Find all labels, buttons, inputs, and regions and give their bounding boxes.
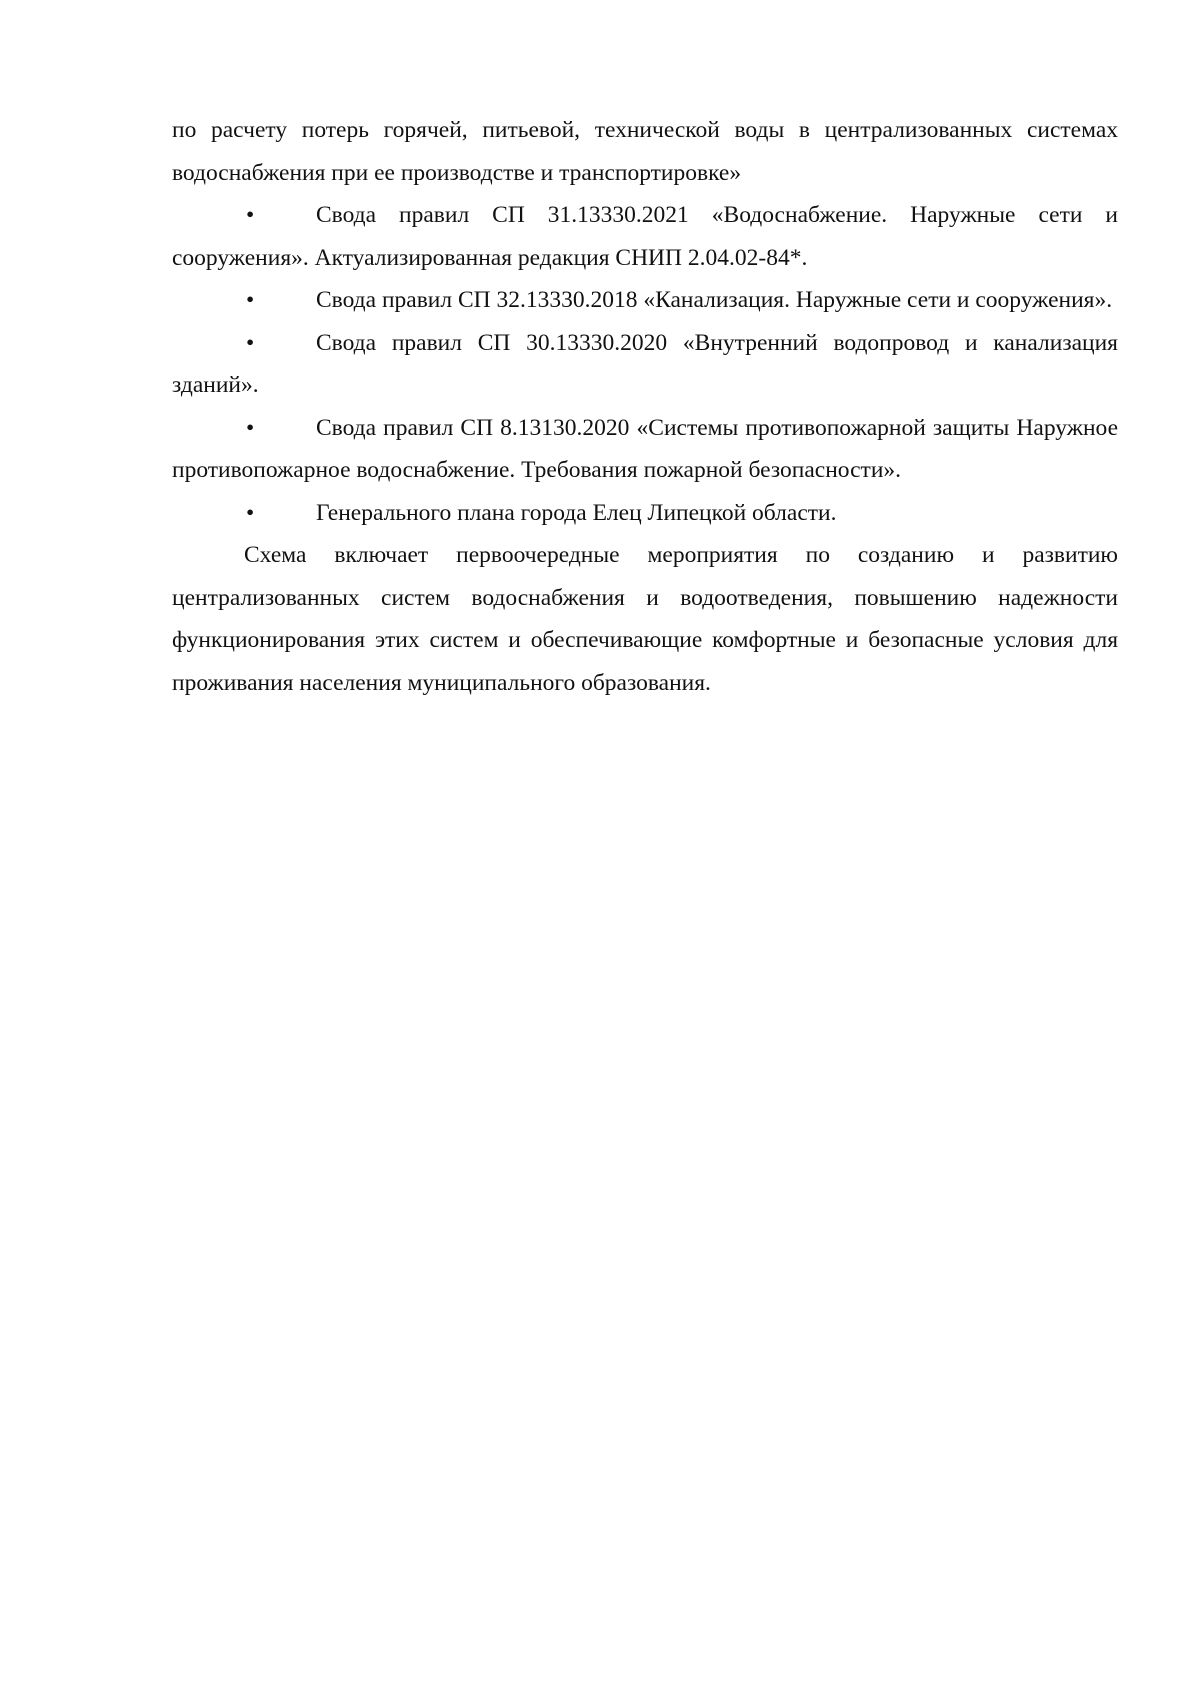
list-item-text: Генерального плана города Елец Липецкой области.	[316, 499, 837, 526]
bullet-icon: •	[246, 287, 255, 313]
list-item	[172, 407, 1118, 492]
bullet-icon: •	[246, 202, 255, 228]
list-item	[172, 279, 1118, 322]
bullet-icon: •	[246, 329, 255, 356]
document-body	[172, 109, 1118, 704]
closing-paragraph: Схема включает первоочередные мероприятия по созданию и развитию централизованных систем водоснабжения и водоотведения, повышению надежности функционирования этих систем и обеспечивающие комфортные и безопасные условия для проживания населения муниципального образования.	[172, 542, 1118, 696]
list-item	[172, 492, 1118, 535]
bullet-icon: •	[246, 499, 255, 526]
continuation-paragraph: по расчету потерь горячей, питьевой, технической воды в централизованных системах водоснабжения при ее производстве и транспортировке»	[172, 117, 1118, 186]
requirements-list	[172, 194, 1118, 534]
list-item-text: Свода правил СП 32.13330.2018 «Канализация. Наружные сети и сооружения».	[316, 287, 1113, 313]
list-item-text: Свода правил СП 30.13330.2020 «Внутренний водопровод и канализация зданий».	[172, 329, 1118, 398]
bullet-icon: •	[246, 414, 255, 441]
list-item	[172, 194, 1118, 279]
list-item-text: Свода правил СП 31.13330.2021 «Водоснабжение. Наружные сети и сооружения». Актуализированная редакция СНИП 2.04.02-84*.	[172, 202, 1118, 271]
list-item-text: Свода правил СП 8.13130.2020 «Системы противопожарной защиты Наружное противопожарное водоснабжение. Требования пожарной безопасности».	[172, 414, 1118, 483]
list-item	[172, 322, 1118, 407]
